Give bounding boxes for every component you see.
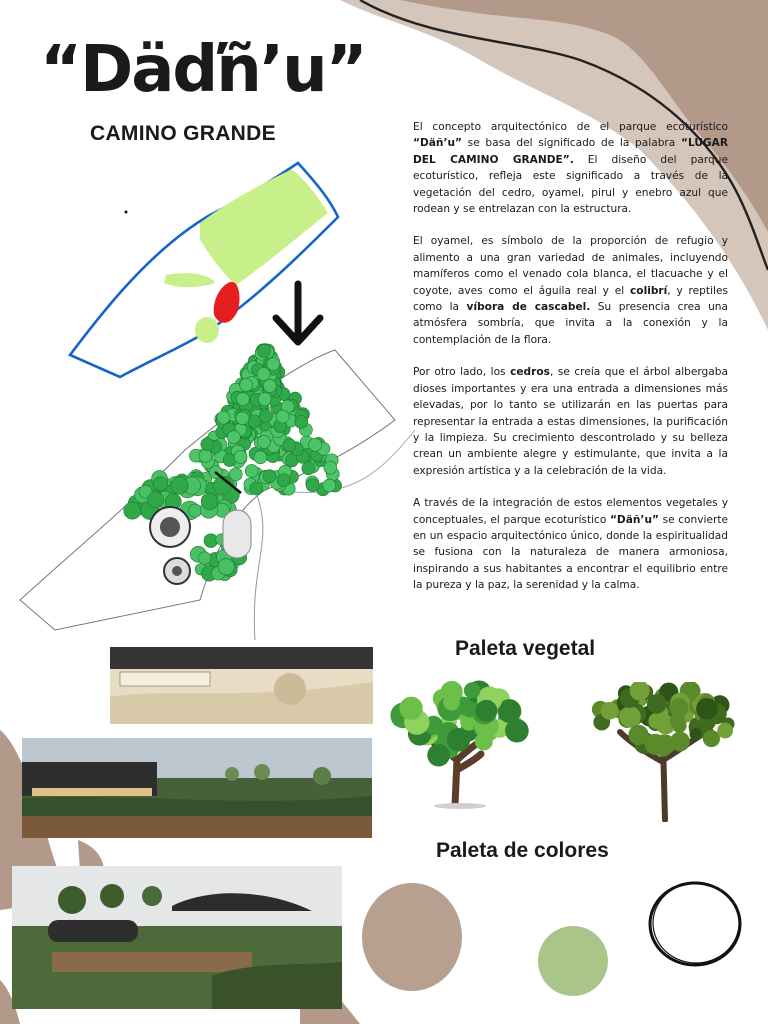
- green-zone-small: [164, 273, 215, 287]
- location-dot: [125, 211, 128, 214]
- vegetal-palette-heading: Paleta vegetal: [455, 637, 596, 660]
- swatch-sage: [538, 926, 608, 996]
- photo-render-landscape: [12, 866, 342, 1009]
- color-palette-heading: Paleta de colores: [436, 839, 609, 862]
- concept-text: [413, 119, 728, 610]
- photo-render-dusk: [22, 738, 372, 838]
- tree-oyamel-illustration: [385, 680, 535, 810]
- swatch-taupe: [362, 883, 462, 991]
- plan-road: [254, 490, 263, 640]
- paragraph-3: Por otro lado, los cedros, se creía que el árbol albergaba dioses importantes y era una entrada a dimensiones más elevadas, por lo tanto se utilizarán en las puertas para representar la entrada a estas dimensiones, la purificación y la limpieza. Su crecimiento descontrolado y su belleza crean un ambiente alegre y estimulante, que invita a la expresión artística y a la celebración de la vida.: [413, 366, 728, 477]
- page-subtitle: CAMINO GRANDE: [90, 122, 276, 145]
- paragraph-4: A través de la integración de estos elementos vegetales y conceptuales, el parque ecoturístico “Däñ’u” se convierte en un espacio arquitectónico único, donde la espiritualidad se fusiona con la naturaleza de manera armoniosa, inspirando a sus habitantes a encontrar el equilibrio entre la pureza y la paz, la serenidad y la calma.: [413, 497, 728, 592]
- green-zone-large: [200, 169, 328, 285]
- red-zone: [214, 282, 240, 323]
- parking-area: [223, 510, 251, 558]
- swatch-white-outlined: [645, 878, 745, 970]
- master-plan: [15, 340, 415, 640]
- paragraph-2: El oyamel, es símbolo de la proporción de refugio y alimento a una gran variedad de animales, incluyendo mamíferos como el venado cola blanca, el tlacuache y el coyote, aves como el águila real y el colibrí, y reptiles como la víbora de cascabel. Su presencia crea una atmósfera sombría, que invita a la conexión y la contemplación de la flora.: [413, 235, 728, 346]
- paragraph-1: El concepto arquitectónico de el parque ecoturístico “Däñ’u” se basa del significado de la palabra “LUGAR DEL CAMINO GRANDE”. El diseño del parque ecoturístico, refleja este significado a través de la vegetación del cedro, oyamel, pirul y enebro azul que rodean y se entrelazan con la estructura.: [413, 121, 728, 216]
- forest-cluster-large: [166, 344, 341, 497]
- page-title: “Däďñ’u”: [40, 33, 366, 107]
- photo-scale-model: [110, 647, 373, 724]
- tree-cedro-illustration: [585, 682, 745, 822]
